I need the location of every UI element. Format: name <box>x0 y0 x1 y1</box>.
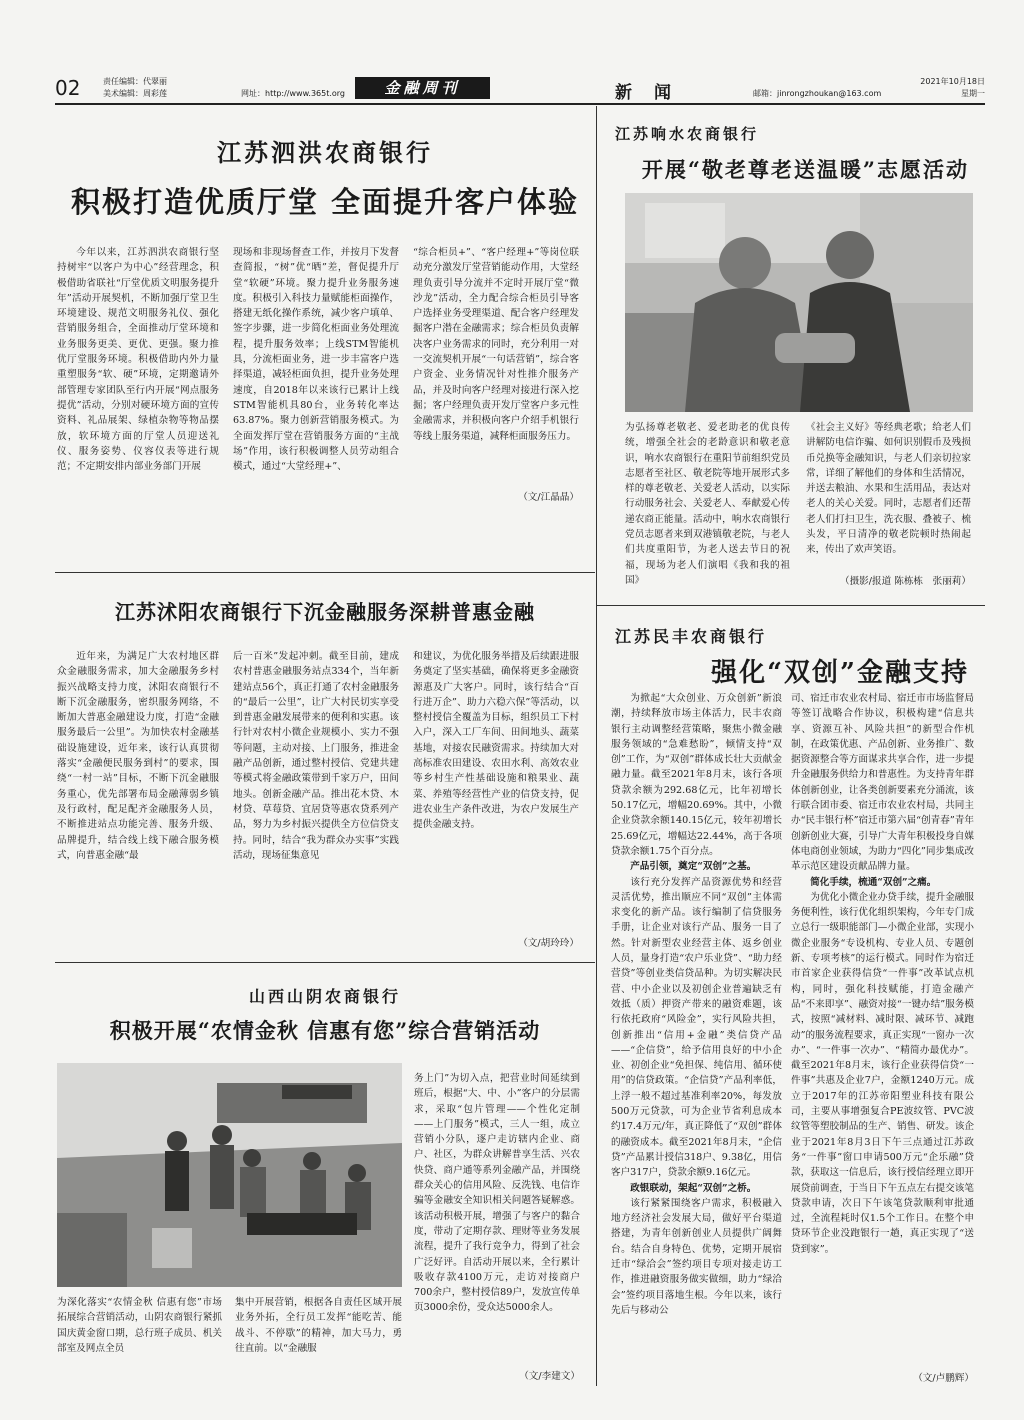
date: 2021年10月18日 <box>920 77 985 86</box>
byline: （文/卢鹏辉） <box>913 1373 974 1384</box>
masthead-rule <box>55 103 985 105</box>
article-column: 务上门”为切入点，把营业时间延续到班后，根据“大、中、小”客户的分层需求，采取“包片管理——个性化定制——上门服务”模式，三人一组，成立营销小分队，逐户走访辖内企业、商户、社区，为群众讲解普享生活、兴农快贷、商户通等系列金融产品，并围绕群众关心的信用风险、反洗钱、电信诈骗等金融安全知识相关问题答疑解惑。该活动积极开展，增强了与客户的黏合度，带动了定期存款、理财等业务发展流程，提升了我行竞争力，得到了社会广泛好评。自活动开展以来，全行累计吸收存款4100万元，走访对接商户700余户，整村授信89户，发放宣传单页3000余份，受众达5000余人。 <box>414 1073 580 1314</box>
brand-logo: 金融周刊 <box>355 77 490 99</box>
paragraph: 该行充分发挥产品资源优势和经营灵活优势，推出顺应不同“双创”主体需求变化的新产品。该行编制了信贷服务手册，让企业对该行产品、服务一目了然。针对新型农业经营主体、返乡创业人员，量身打造“农户乐业贷”、“助力经营贷”等创业类信贷品种。为切实解决民营、中小企业以及初创企业普遍缺乏有效抵（质）押资产带来的融资难题，该行依托政府“风险金”，实行风险共担，创新推出“信用+金融”类信贷产品——“企信贷”，给予信用良好的中小企业、初创企业“免担保、纯信用、循环使用”的信贷政策。“企信贷”产品利率低，上浮一般不超过基准利率20%，每发放500万元贷款，可为企业节省利息成本约17.4万元/年，真正降低了“双创”群体的融资成本。截至2021年8月末，“企信贷”产品累计授信318户、9.38亿，用信客户317户，贷款余额9.16亿元。 <box>611 876 782 1179</box>
photo-image <box>625 193 973 412</box>
issue-date <box>920 76 985 100</box>
article-column <box>791 691 974 1257</box>
article-kicker: 江苏民丰农商银行 <box>615 627 768 646</box>
photo-caption: 《社会主义好》等经典老歌；给老人们讲解防电信诈骗、如何识别假币及残损币兑换等金融知识，与老人们亲切拉家常，详细了解他们的身体和生活情况，并送去粮油、水果和生活用品，表达对老人的关心关爱。同时，志愿者们还帮老人们打扫卫生，洗衣服、叠被子、梳头发，平日清净的敬老院顿时热闹起来，传出了欢声笑语。 <box>806 422 971 556</box>
byline: （文/李建文） <box>519 1371 580 1382</box>
email: 邮箱：jinrongzhoukan@163.com <box>753 89 882 98</box>
article-headline: 强化“双创”金融支持 <box>711 658 969 688</box>
photo-outreach-event <box>57 1063 402 1287</box>
article-divider <box>55 962 595 963</box>
photo-elderly-visit <box>625 193 973 412</box>
article-kicker: 山西山阴农商银行 <box>248 987 401 1006</box>
article-divider <box>55 572 595 573</box>
article-column: 和建议，为优化服务举措及后续跟进服务奠定了坚实基础，确保将更多金融资源惠及广大客户。同时，该行结合“百行进万企”、助力六稳六保”等活动，以整村授信全覆盖为目标，组织员工下村入户，深入工厂车间、田间地头、蔬菜基地，对接农民融资需求。持续加大对高标准农田建设、农田水利、高效农业等乡村生产性基础设施和粮果业、蔬菜、养殖等经营性产业的信贷支持，促进农业生产条件改进，为农户发展生产提供金融支持。 <box>413 651 579 831</box>
photo-image <box>57 1063 402 1287</box>
article-column: 现场和非现场督查工作，并按月下发督查简报，“树”优“晒”差，督促提升厅堂“软硬”环境。聚力提升业务服务速度。积极引入科技力量赋能柜面操作，搭建无纸化操作系统，减少客户填单、签字步骤，进一步简化柜面业务处理流程，提升服务效率；上线STM智能机具，分流柜面业务，进一步丰富客户选择渠道，减轻柜面负担，提升业务处理速度，自2018年以来该行已累计上线STM智能机具80台，业务转化率达63.87%。聚力创新营销服务模式。为全面发挥厅堂在营销服务方面的“主战场”作用，该行积极调整人员劳动组合模式，通过“大堂经理+”、 <box>233 247 399 473</box>
byline: （文/江晶晶） <box>518 492 579 503</box>
weekday: 星期一 <box>961 89 985 98</box>
article-headline: 开展“敬老尊老送温暖”志愿活动 <box>641 157 969 182</box>
masthead <box>55 76 985 102</box>
paragraph: 该行紧紧围绕客户需求，积极融入地方经济社会发展大局，做好平台渠道搭建，为青年创新创业人员提供广阔舞台。结合自身特色、优势，定期开展宿迁市“绿洽会”签约项目专项对接走访工作，推进融资服务做实做细，助力“绿洽会”签约项目落地生根。今年以来，该行先后与移动公 <box>611 1197 782 1316</box>
subheading: 简化手续，梳通“双创”之痛。 <box>810 876 937 888</box>
paragraph: 为掀起“大众创业、万众创新”新浪潮，持续释放市场主体活力，民丰农商银行主动调整经营策略，聚焦小微金融服务领域的“急难愁盼”，倾情支持“双创”工作，为“双创”群体成长壮大贡献金融力量。截至2021年8月末，该行各项贷款余额为292.68亿元，比年初增长50.17亿元，增幅20.69%。其中，小微企业贷款余额140.15亿元，较年初增长25.69亿元，增幅达22.44%，高于各项贷款余额1.75个百分点。 <box>611 693 782 857</box>
article-divider <box>597 605 985 606</box>
photo-caption: 为深化落实“农情金秋 信惠有您”市场拓展综合营销活动，山阴农商银行紧抓国庆黄金窗口期，总行班子成员、机关部室及网点全员 <box>57 1297 222 1354</box>
article-kicker: 江苏响水农商银行 <box>615 125 760 143</box>
paragraph: 司、宿迁市农业农村局、宿迁市市场监督局等签订战略合作协议，积极构建“信息共享、资源互补、风险共担”的新型合作机制，在政策优惠、产品创新、业务推广、数据资源整合等方面谋求共享合作，进一步提升金融服务供给力和普惠性。为支持青年群体创新创业，让各类创新要素充分涌流，该行联合团市委、宿迁市农业农村局，共同主办“民丰银行杯”宿迁市第六届“创青春”青年创新创业大赛，引导广大青年积极投身自媒体电商创业领域，为助力“四化”同步集成改革示范区建设贡献品牌力量。 <box>791 693 974 873</box>
website: 网址：http://www.365t.org <box>241 89 346 98</box>
editor-credits <box>103 76 167 100</box>
byline: （摄影/报道 陈栋栋 张丽莉） <box>839 576 971 587</box>
subheading: 政银联动，架起“双创”之桥。 <box>630 1182 757 1194</box>
editor: 责任编辑：代翠丽 <box>103 77 167 86</box>
article-column <box>611 691 782 1318</box>
paragraph: 为优化小微企业办贷手续，提升金融服务便利性，该行优化组织架构，今年专门成立总行一级职能部门—小微企业部，实现小微企业服务“专设机构、专业人员、专题创新、专项考核”的运行模式。同时作为宿迁市首家企业获得信贷“一件事”改革试点机构，同时，强化科技赋能，打造金融产品“不来即享”、融资对接“一键办结”服务模式，按照“减材料、减时限、减环节、减跑动”的服务流程要求，真正实现“一窗办一次办”、“一件事一次办”、“精简办最优办”。截至2021年8月末，该行企业获得信贷“一件事”共惠及企业7户，金额1240万元。成立于2017年的江苏帝阳塑业科技有限公司，主要从事增强复合PE波纹管、PVC波纹管等塑胶制品的生产、销售、研发。该企业于2021年8月3日下午三点通过江苏政务“一件事”窗口申请500万元“企乐融”贷款，获取这一信息后，该行授信经理立即开展贷前调查，于当日下午五点左右提交该笔贷款申请，次日下午该笔贷款顺利审批通过，全流程耗时仅1.5个工作日。在整个申贷环节企业没跑银行一趟，真正实现了“送贷到家”。 <box>791 891 974 1255</box>
article-column: 后一百米”发起冲刺。截至目前，建成农村普惠金融服务站点334个，当年新建站点56个，真正打通了农村金融服务的“最后一公里”，让广大村民切实享受到普惠金融发展带来的便利和实惠。该行针对农村小微企业规模小、实力不强等问题，主动对接、上门服务，推进金融产品创新，通过整村授信、党建共建等模式将金融政策带到千家万户，田间地头。创新金融产品。推出花木贷、木材贷、草莓贷、宜居贷等惠农贷系列产品，努力为乡村振兴提供全方位信贷支持。同时，结合“我为群众办实事”实践活动，现场征集意见 <box>233 651 399 861</box>
byline: （文/胡玲玲） <box>518 938 579 949</box>
article-column: 集中开展营销，根据各自责任区域开展业务外拓，全行员工发挥“能吃苦、能战斗、不停歇”的精神，加大马力，勇往直前。以“金融服 <box>235 1297 402 1354</box>
article-headline: 江苏沭阳农商银行下沉金融服务深耕普惠金融 <box>115 600 535 624</box>
section-title: 新闻 <box>615 83 693 103</box>
art-editor: 美术编辑：周彩莲 <box>103 89 167 98</box>
article-column: 今年以来，江苏泗洪农商银行坚持树牢“以客户为中心”经营理念，积极借助省联社“厅堂优质文明服务提升年”活动开展契机，不断加强厅堂卫生环境建设、规范文明服务礼仪、强化营销服务组合，全面推动厅堂环境和业务服务更美、更优、更强。聚力推优厅堂服务环境。积极借助内外力量重塑服务“软、硬”环境，定期邀请外部管理专家团队至行内开展“网点服务提优”活动，分别对硬环境方面的宣传资料、礼品展架、绿植杂物等物品摆放，软环境方面的厅堂人员迎送礼仪、服务姿势、仪容仪表等进行规范；不定期安排内部业务部门开展 <box>57 247 219 473</box>
article-column: “综合柜员+”、“客户经理+”等岗位联动充分激发厅堂营销能动作用，大堂经理负责引导分流并不定时开展厅堂“微沙龙”活动，全力配合综合柜员引导客户选择业务受理渠道、配合客户经理发掘客户潜在金融需求；综合柜员负责解决客户业务需求的同时，充分利用一对一交流契机开展“一句话营销”，综合客户资金、业务情况针对性推介服务产品，并及时向客户经理对接进行深入挖掘；客户经理负责开发厅堂客户多元性金融需求，并积极向客户介绍手机银行等线上服务渠道，减释柜面服务压力。 <box>413 247 579 442</box>
article-headline: 积极打造优质厅堂 全面提升客户体验 <box>70 185 580 219</box>
photo-caption: 为弘扬尊老敬老、爱老助老的优良传统，增强全社会的老龄意识和敬老意识，响水农商银行在重阳节前组织党员志愿者至社区、敬老院等地开展形式多样的尊老敬老、关爱老人活动，以实际行动服务社会、关爱老人、奉献爱心传递农商正能量。活动中，响水农商银行党员志愿者来到双港镇敬老院，与老人们共度重阳节，为老人送去节日的祝福，现场为老人们演唱《我和我的祖国》 <box>625 422 790 586</box>
column-divider <box>596 106 597 1386</box>
article-headline: 积极开展“农情金秋 信惠有您”综合营销活动 <box>109 1018 541 1043</box>
subheading: 产品引领，奠定“双创”之基。 <box>630 861 757 873</box>
article-kicker: 江苏泗洪农商银行 <box>217 138 433 167</box>
page-number: 02 <box>55 76 81 100</box>
article-column: 近年来，为满足广大农村地区群众金融服务需求，加大金融服务乡村振兴战略支持力度，沭阳农商银行不断下沉金融服务，密织服务网络，不断加大普惠金融建设力度，打造“金融服务最后一公里”。为加快农村金融基础设施建设，近年来，该行认真贯彻落实“金融便民服务到村”的要求，围绕“一村一站”目标，不断下沉金融服务重心，优先部署布局金融薄弱乡镇及行政村，配足配齐金融服务人员，不断推进站点功能完善、服务升级、品牌提升，结合线上线下融合服务模式，向普惠金融“最 <box>57 651 219 861</box>
